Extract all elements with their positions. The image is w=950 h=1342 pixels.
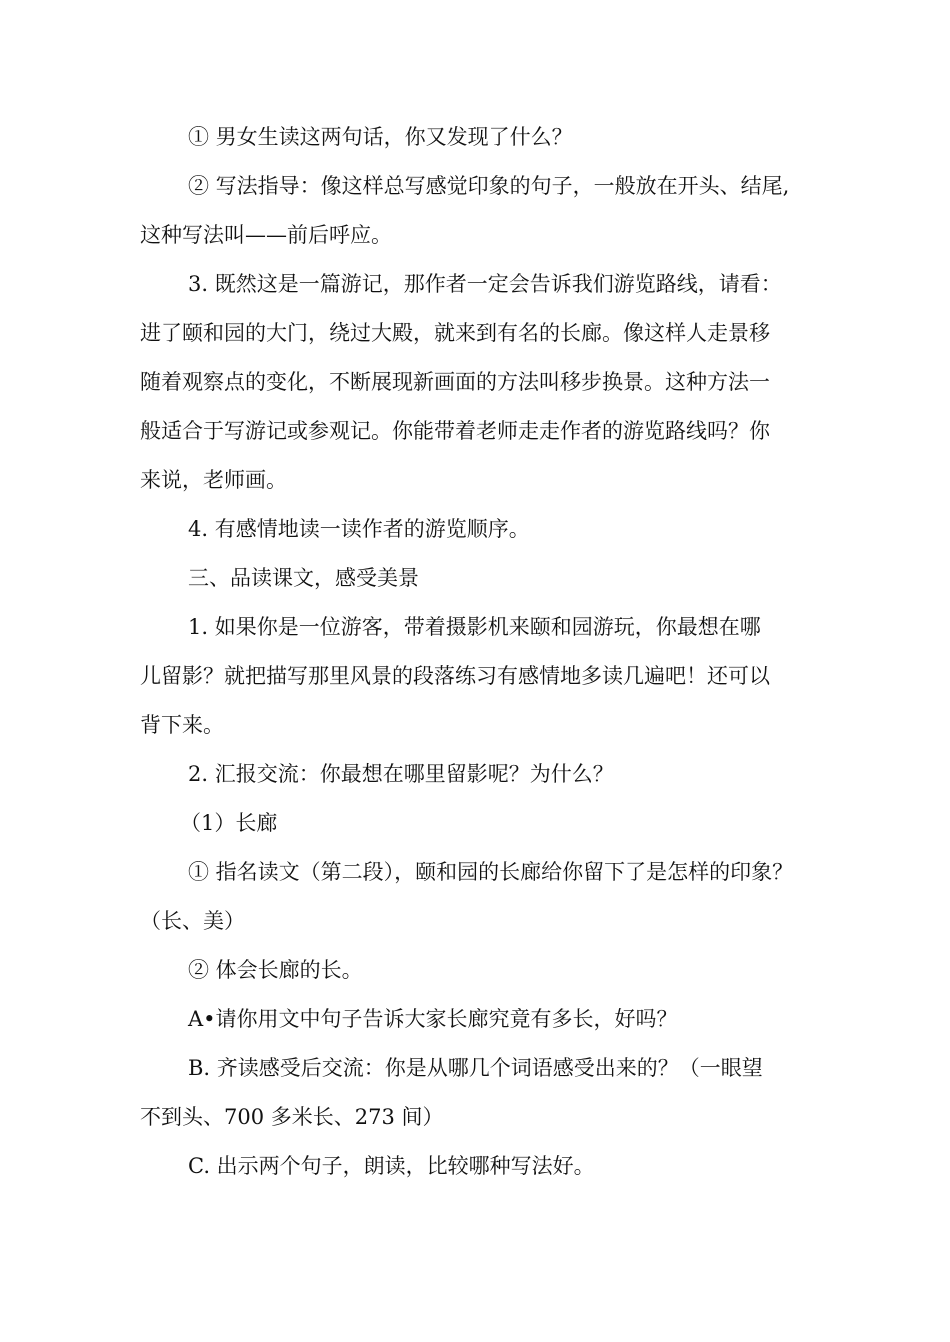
paragraph-line-22: C. 出示两个句子，朗读，比较哪种写法好。 [188,1154,595,1178]
paragraph-line-16: ① 指名读文（第二段），颐和园的长廊给你留下了是怎样的印象？ [188,860,794,884]
paragraph-line-8: 来说，老师画。 [140,468,287,492]
section-heading: 三、品读课文，感受美景 [188,566,419,590]
paragraph-line-11: 1. 如果你是一位游客，带着摄影机来颐和园游玩，你最想在哪 [188,615,761,639]
paragraph-line-7: 般适合于写游记或参观记。你能带着老师走走作者的游览路线吗？你 [140,419,770,443]
paragraph-line-9: 4. 有感情地读一读作者的游览顺序。 [188,517,530,541]
paragraph-line-14: 2. 汇报交流：你最想在哪里留影呢？为什么？ [188,762,614,786]
paragraph-line-13: 背下来。 [140,713,224,737]
paragraph-line-20: B. 齐读感受后交流：你是从哪几个词语感受出来的？（一眼望 [188,1056,763,1080]
paragraph-line-18: ② 体会长廊的长。 [188,958,363,982]
paragraph-line-5: 进了颐和园的大门，绕过大殿，就来到有名的长廊。像这样人走景移 [140,321,770,345]
paragraph-line-3: 这种写法叫——前后呼应。 [140,223,392,247]
paragraph-line-19: A•请你用文中句子告诉大家长廊究竟有多长，好吗？ [188,1007,678,1031]
document-body [140,113,840,1191]
paragraph-line-6: 随着观察点的变化，不断展现新画面的方法叫移步换景。这种方法一 [140,370,770,394]
paragraph-line-17: （长、美） [140,909,245,933]
paragraph-line-21: 不到头、700 多米长、273 间） [140,1105,444,1129]
paragraph-line-2: ② 写法指导：像这样总写感觉印象的句子，一般放在开头、结尾, [188,174,790,198]
paragraph-line-1: ① 男女生读这两句话，你又发现了什么？ [188,125,573,149]
subsection-heading: （1）长廊 [180,811,278,835]
paragraph-line-12: 儿留影？就把描写那里风景的段落练习有感情地多读几遍吧！还可以 [140,664,770,688]
paragraph-line-4: 3. 既然这是一篇游记，那作者一定会告诉我们游览路线，请看： [188,272,782,296]
